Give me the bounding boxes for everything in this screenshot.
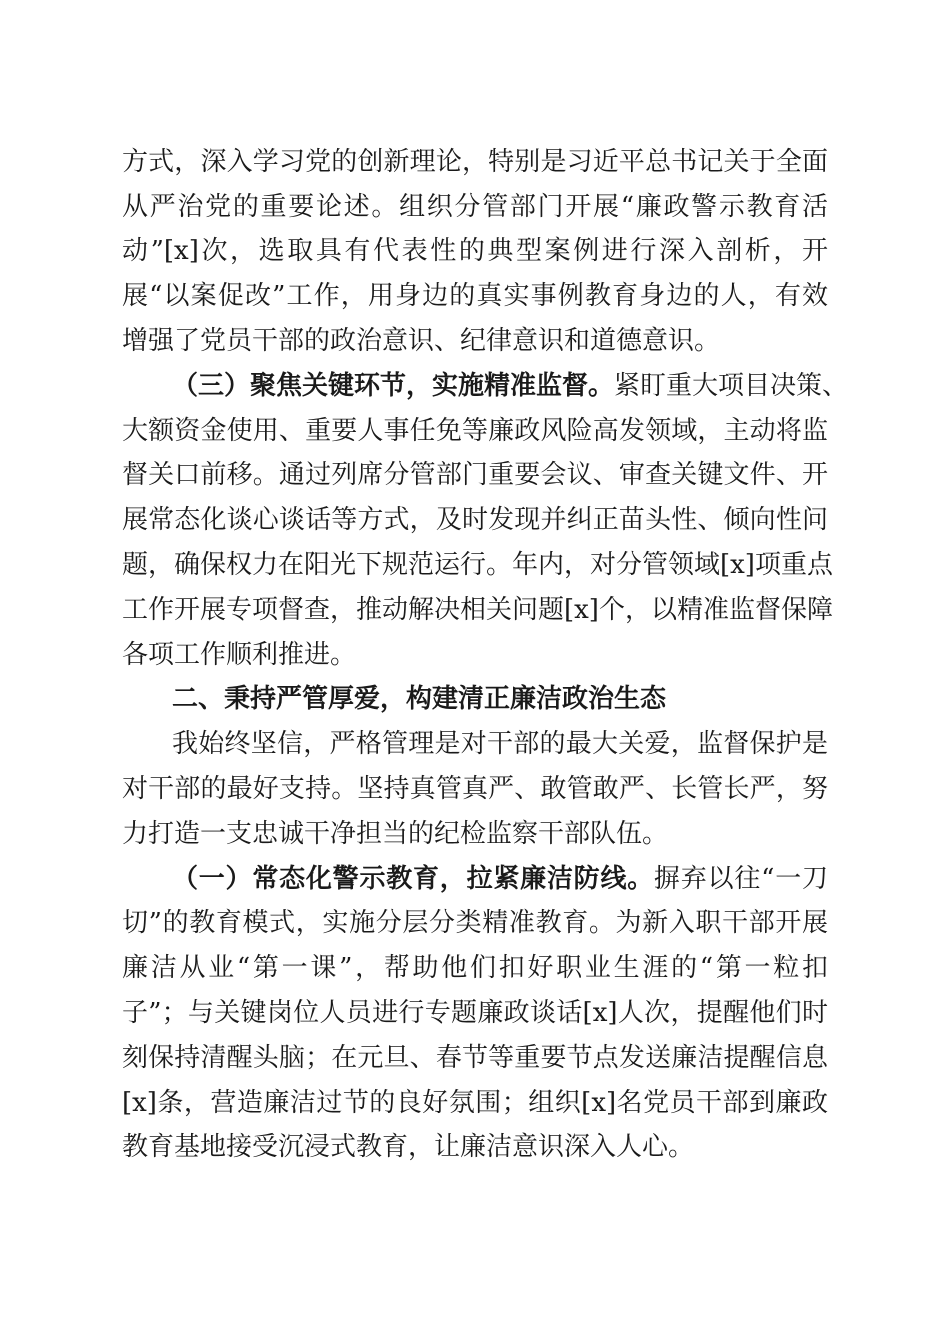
- para3-line-1: 我始终坚信，严格管理是对干部的最大关爱，监督保护是: [172, 729, 828, 759]
- para3-line-2: 对干部的最好支持。坚持真管真严、敢管敢严、长管长严，努: [122, 774, 828, 804]
- para2-line-4: 展常态化谈心谈话等方式，及时发现并纠正苗头性、倾向性问: [122, 505, 828, 535]
- para2-first-rest: 紧盯重大项目决策、: [614, 371, 849, 401]
- para2-line-6: 工作开展专项督查，推动解决相关问题[x]个，以精准监督保障: [122, 595, 833, 625]
- para2-line-2: 大额资金使用、重要人事任免等廉政风险高发领域，主动将监: [122, 416, 828, 446]
- para1-line-5: 增强了党员干部的政治意识、纪律意识和道德意识。: [122, 326, 721, 356]
- para4-line-7: 教育基地接受沉浸式教育，让廉洁意识深入人心。: [122, 1132, 695, 1162]
- para2-lead: （三）聚焦关键环节，实施精准监督。: [172, 371, 615, 401]
- para4-line-5: 刻保持清醒头脑；在元旦、春节等重要节点发送廉洁提醒信息: [122, 1043, 828, 1073]
- para3-line-3: 力打造一支忠诚干净担当的纪检监察干部队伍。: [122, 819, 669, 849]
- para1-line-1: 方式，深入学习党的创新理论，特别是习近平总书记关于全面: [122, 147, 828, 177]
- para4-lead: （一）常态化警示教育，拉紧廉洁防线。: [172, 864, 655, 894]
- para2-line-7: 各项工作顺利推进。: [122, 640, 357, 670]
- para4-line-1: [172, 857, 828, 901]
- para4-line-6: [x]条，营造廉洁过节的良好氛围；组织[x]名党员干部到廉政: [122, 1088, 828, 1118]
- para4-line-4: 子”；与关键岗位人员进行专题廉政谈话[x]人次，提醒他们时: [122, 998, 828, 1028]
- para2-line-3: 督关口前移。通过列席分管部门重要会议、审查关键文件、开: [122, 460, 828, 490]
- para1-line-3: 动”[x]次，选取具有代表性的典型案例进行深入剖析，开: [122, 236, 828, 266]
- para2-line-5: 题，确保权力在阳光下规范运行。年内，对分管领域[x]项重点: [122, 550, 833, 580]
- para4-line-3: 廉洁从业“第一课”，帮助他们扣好职业生涯的“第一粒扣: [122, 953, 828, 983]
- para2-line-1: [172, 364, 848, 408]
- section-heading: 二、秉持严管厚爱，构建清正廉洁政治生态: [172, 684, 667, 714]
- para1-line-2: 从严治党的重要论述。组织分管部门开展“廉政警示教育活: [122, 192, 828, 222]
- para4-line-2: 切”的教育模式，实施分层分类精准教育。为新入职干部开展: [122, 908, 828, 938]
- para4-first-rest: 摒弃以往“一刀: [654, 864, 828, 894]
- para1-line-4: 展“以案促改”工作，用身边的真实事例教育身边的人，有效: [122, 281, 828, 311]
